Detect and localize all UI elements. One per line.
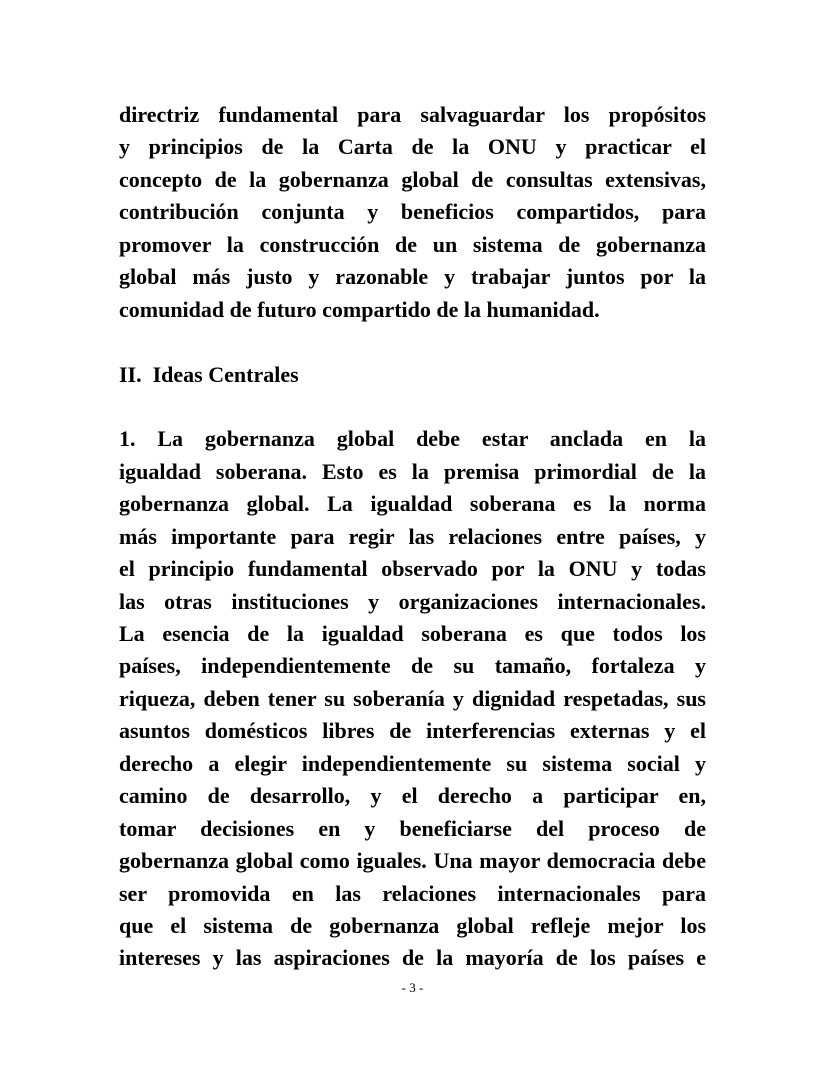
paragraph-continuation-line: y principios de la Carta de la ONU y practicar el (119, 134, 706, 160)
paragraph-point-1-line: gobernanza global como iguales. Una mayor democracia debe (119, 848, 706, 874)
text-column (119, 99, 706, 975)
paragraph-point-1-line: camino de desarrollo, y el derecho a participar en, (119, 783, 706, 809)
paragraph-point-1-line: La esencia de la igualdad soberana es que todos los (119, 621, 706, 646)
paragraph-point-1-line: que el sistema de gobernanza global refleje mejor los (119, 912, 706, 938)
paragraph-point-1-line: países, independientemente de su tamaño, fortaleza y (119, 653, 706, 679)
paragraph-point-1-line: 1. La gobernanza global debe estar anclada en la (119, 426, 706, 452)
paragraph-continuation-line: promover la construcción de un sistema de gobernanza (119, 231, 706, 257)
paragraph-point-1-line: las otras instituciones y organizaciones internacionales. (119, 588, 706, 614)
paragraph-point-1-line: intereses y las aspiraciones de la mayoría de los países e (119, 945, 706, 971)
paragraph-point-1-line: tomar decisiones en y beneficiarse del proceso de (119, 815, 706, 841)
page-footer (0, 980, 825, 996)
paragraph-point-1-line: ser promovida en las relaciones internacionales para (119, 880, 706, 906)
paragraph-point-1-line: derecho a elegir independientemente su sistema social y (119, 750, 706, 776)
paragraph-point-1-line: igualdad soberana. Esto es la premisa primordial de la (119, 458, 706, 484)
blank-line (119, 326, 706, 358)
paragraph-continuation-line: concepto de la gobernanza global de consultas extensivas, (119, 166, 706, 192)
paragraph-point-1-line: gobernanza global. La igualdad soberana es la norma (119, 491, 706, 517)
blank-line (119, 391, 706, 423)
paragraph-continuation-line: contribución conjunta y beneficios compartidos, para (119, 199, 706, 225)
paragraph-continuation-line: directriz fundamental para salvaguardar los propósitos (119, 102, 706, 127)
paragraph-point-1-line: asuntos domésticos libres de interferencias externas y el (119, 718, 706, 744)
paragraph-continuation-line: global más justo y razonable y trabajar juntos por la (119, 264, 706, 290)
section-heading: II. Ideas Centrales (119, 361, 299, 387)
paragraph-point-1-line: riqueza, deben tener su soberanía y dignidad respetadas, sus (119, 685, 706, 711)
paragraph-point-1-line: más importante para regir las relaciones entre países, y (119, 523, 706, 549)
paragraph-point-1-line: el principio fundamental observado por la ONU y todas (119, 556, 706, 582)
page-number: - 3 - (401, 980, 424, 995)
paragraph-continuation-line: comunidad de futuro compartido de la humanidad. (119, 296, 600, 322)
